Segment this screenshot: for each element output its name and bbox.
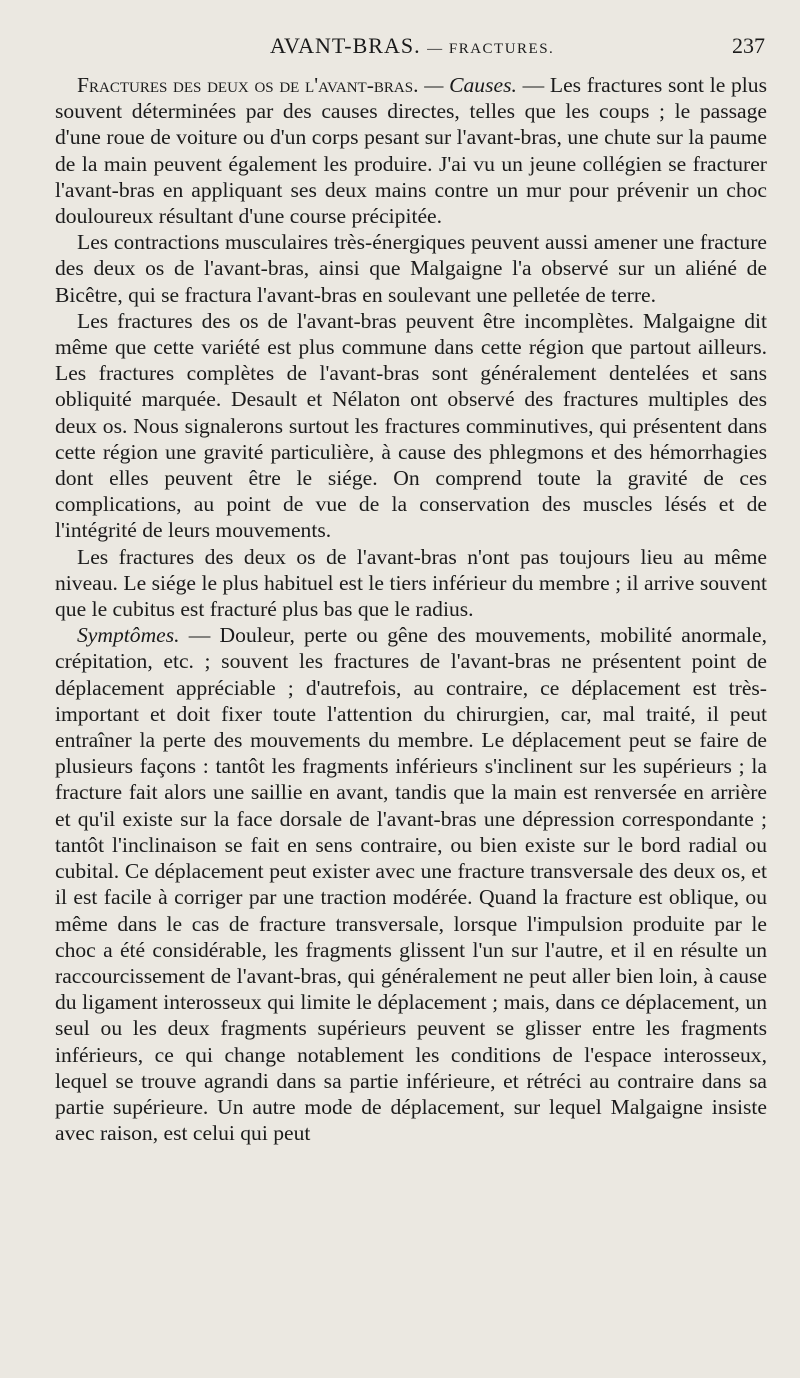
paragraph-niveau [55,544,767,623]
body-text [55,72,767,1146]
paragraph-text: — Les fractures sont le plus souvent déterminées par des causes directes, telles que les coups ; le passage d'une roue de voiture ou d'un corps pesant sur l'avant-bras, une chute sur la paume de la main peuvent également les produire. J'ai vu un jeune collégien se fracturer l'avant-bras en appliquant ses deux mains contre un mur pour prévenir un choc douloureux résultant d'une course précipitée. [55,73,767,229]
running-title [270,33,554,59]
paragraph-text: Les fractures des os de l'avant-bras peuvent être incomplètes. Malgaigne dit même que cette variété est plus commune dans cette région que partout ailleurs. Les fractures complètes de l'avant-bras sont généralement dentelées et sans obliquité marquée. Desault et Nélaton ont observé des fractures multiples des deux os. Nous signalerons surtout les fractures comminutives, qui présentent dans cette région une gravité particulière, à cause des phlegmons et des hémorrhagies dont elles peuvent être le siége. On comprend toute la gravité de ces complications, au point de vue de la conservation des muscles lésés et de l'intégrité de leurs mouvements. [55,308,767,543]
page-header [0,33,800,65]
paragraph-text: — Douleur, perte ou gêne des mouvements, mobilité anormale, crépitation, etc. ; souvent les fractures de l'avant-bras ne présentent point de déplacement appréciable ; d'autrefois, au contraire, ce déplacement est très-important et doit fixer toute l'attention du chirurgien, car, mal traité, il peut entraîner la perte des mouvements du membre. Le déplacement peut se faire de plusieurs façons : tantôt les fragments inférieurs s'inclinent sur les supérieurs ; la fracture fait alors une saillie en avant, tandis que la main est renversée en arrière et qu'il existe sur la face dorsale de l'avant-bras une dépression correspondante ; tantôt l'inclinaison se fait en sens contraire, ou bien existe sur le bord radial ou cubital. Ce déplacement peut exister avec une fracture transversale des deux os, et il est facile à corriger par une traction modérée. Quand la fracture est oblique, ou même dans le cas de fracture transversale, lorsque l'impulsion produite par le choc a été considérable, les fragments glissent l'un sur l'autre, et il en résulte un raccourcissement de l'avant-bras, qui généralement ne peut aller bien loin, à cause du ligament interosseux qui limite le déplacement ; mais, dans ce déplacement, un seul ou les deux fragments supérieurs peuvent se glisser entre les fragments inférieurs, ce qui change notablement les conditions de l'espace interosseux, lequel se trouve agrandi dans sa partie inférieure, et rétréci au contraire dans sa partie supérieure. Un autre mode de déplacement, sur lequel Malgaigne insiste avec raison, est celui qui peut [55,623,767,1146]
subheading-causes: — Causes. [424,73,517,97]
running-title-sub: — FRACTURES. [427,41,555,57]
paragraph-symptomes [55,622,767,1146]
subheading-symptomes: Symptômes. [77,623,180,648]
paragraph-causes [55,72,767,229]
paragraph-contractions [55,229,767,308]
page-number: 237 [732,33,765,58]
paragraph-text: Les fractures des deux os de l'avant-bras n'ont pas toujours lieu au même niveau. Le siége le plus habituel est le tiers inférieur du membre ; il arrive souvent que le cubitus est fracturé plus bas que le radius. [55,544,767,622]
running-title-main: AVANT-BRAS. [270,33,421,58]
paragraph-incompletes [55,308,767,544]
paragraph-text: Les contractions musculaires très-énergiques peuvent aussi amener une fracture des deux os de l'avant-bras, ainsi que Malgaigne l'a observé sur un aliéné de Bicêtre, qui se fractura l'avant-bras en soulevant une pelletée de terre. [55,230,767,307]
section-heading: Fractures des deux os de l'avant-bras. [77,73,419,97]
